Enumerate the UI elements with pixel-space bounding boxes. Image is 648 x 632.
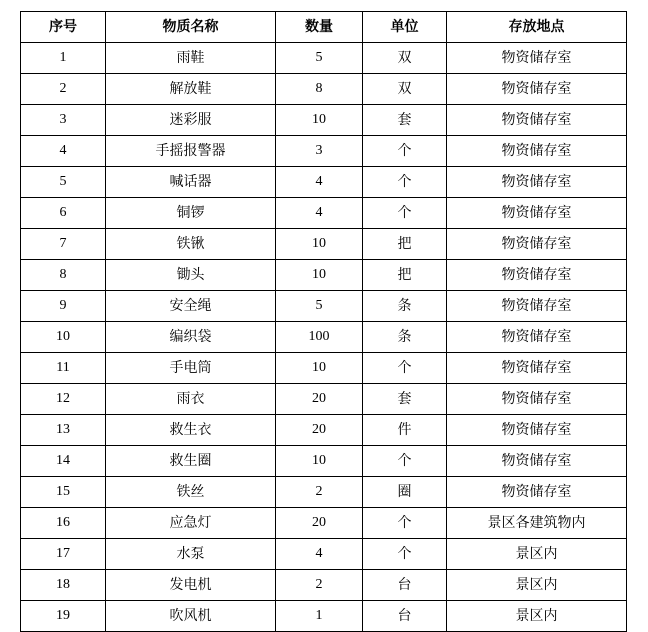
cell-index: 15 xyxy=(21,477,106,508)
cell-location: 物资储存室 xyxy=(447,136,627,167)
table-row xyxy=(21,384,627,415)
cell-location: 物资储存室 xyxy=(447,446,627,477)
table-row xyxy=(21,477,627,508)
cell-unit: 件 xyxy=(363,415,447,446)
cell-item-name: 手摇报警器 xyxy=(106,136,276,167)
cell-unit: 个 xyxy=(363,446,447,477)
cell-index: 18 xyxy=(21,570,106,601)
table-header-row xyxy=(21,12,627,43)
cell-quantity: 4 xyxy=(276,167,363,198)
cell-item-name: 水泵 xyxy=(106,539,276,570)
cell-unit: 条 xyxy=(363,291,447,322)
table-row xyxy=(21,353,627,384)
cell-item-name: 喊话器 xyxy=(106,167,276,198)
table-row xyxy=(21,105,627,136)
cell-unit: 个 xyxy=(363,167,447,198)
cell-item-name: 救生衣 xyxy=(106,415,276,446)
table-row xyxy=(21,415,627,446)
cell-index: 10 xyxy=(21,322,106,353)
cell-location: 物资储存室 xyxy=(447,322,627,353)
table-row xyxy=(21,136,627,167)
cell-location: 物资储存室 xyxy=(447,384,627,415)
table-row xyxy=(21,322,627,353)
cell-index: 17 xyxy=(21,539,106,570)
cell-item-name: 安全绳 xyxy=(106,291,276,322)
cell-quantity: 20 xyxy=(276,508,363,539)
header-index: 序号 xyxy=(21,12,106,43)
cell-index: 7 xyxy=(21,229,106,260)
cell-unit: 套 xyxy=(363,384,447,415)
table-row xyxy=(21,167,627,198)
cell-location: 景区内 xyxy=(447,601,627,632)
cell-location: 物资储存室 xyxy=(447,291,627,322)
cell-index: 13 xyxy=(21,415,106,446)
cell-unit: 台 xyxy=(363,601,447,632)
cell-unit: 个 xyxy=(363,539,447,570)
cell-item-name: 解放鞋 xyxy=(106,74,276,105)
cell-unit: 把 xyxy=(363,229,447,260)
cell-index: 12 xyxy=(21,384,106,415)
cell-quantity: 100 xyxy=(276,322,363,353)
table-row xyxy=(21,198,627,229)
table-row xyxy=(21,508,627,539)
cell-quantity: 1 xyxy=(276,601,363,632)
cell-quantity: 4 xyxy=(276,198,363,229)
cell-index: 2 xyxy=(21,74,106,105)
cell-quantity: 20 xyxy=(276,415,363,446)
table-row xyxy=(21,74,627,105)
cell-index: 5 xyxy=(21,167,106,198)
cell-quantity: 10 xyxy=(276,353,363,384)
cell-quantity: 8 xyxy=(276,74,363,105)
cell-item-name: 铁丝 xyxy=(106,477,276,508)
cell-location: 物资储存室 xyxy=(447,229,627,260)
cell-unit: 双 xyxy=(363,43,447,74)
cell-location: 景区内 xyxy=(447,570,627,601)
table-row xyxy=(21,539,627,570)
cell-index: 6 xyxy=(21,198,106,229)
cell-item-name: 应急灯 xyxy=(106,508,276,539)
cell-index: 16 xyxy=(21,508,106,539)
cell-item-name: 迷彩服 xyxy=(106,105,276,136)
cell-location: 物资储存室 xyxy=(447,43,627,74)
cell-item-name: 铁锹 xyxy=(106,229,276,260)
cell-quantity: 10 xyxy=(276,260,363,291)
cell-unit: 个 xyxy=(363,508,447,539)
cell-item-name: 雨鞋 xyxy=(106,43,276,74)
cell-location: 物资储存室 xyxy=(447,353,627,384)
cell-unit: 双 xyxy=(363,74,447,105)
cell-location: 物资储存室 xyxy=(447,74,627,105)
header-item-name: 物质名称 xyxy=(106,12,276,43)
table-row xyxy=(21,229,627,260)
cell-index: 9 xyxy=(21,291,106,322)
cell-quantity: 10 xyxy=(276,229,363,260)
cell-index: 19 xyxy=(21,601,106,632)
cell-quantity: 5 xyxy=(276,291,363,322)
cell-unit: 圈 xyxy=(363,477,447,508)
header-unit: 单位 xyxy=(363,12,447,43)
cell-item-name: 吹风机 xyxy=(106,601,276,632)
table-row xyxy=(21,260,627,291)
cell-location: 物资储存室 xyxy=(447,415,627,446)
cell-quantity: 2 xyxy=(276,477,363,508)
cell-unit: 个 xyxy=(363,136,447,167)
table-row xyxy=(21,291,627,322)
cell-quantity: 4 xyxy=(276,539,363,570)
cell-unit: 把 xyxy=(363,260,447,291)
cell-unit: 台 xyxy=(363,570,447,601)
cell-index: 3 xyxy=(21,105,106,136)
supplies-table xyxy=(20,11,627,632)
cell-item-name: 铜锣 xyxy=(106,198,276,229)
cell-index: 4 xyxy=(21,136,106,167)
cell-quantity: 10 xyxy=(276,105,363,136)
cell-item-name: 锄头 xyxy=(106,260,276,291)
cell-location: 景区各建筑物内 xyxy=(447,508,627,539)
cell-quantity: 20 xyxy=(276,384,363,415)
cell-index: 8 xyxy=(21,260,106,291)
cell-location: 物资储存室 xyxy=(447,260,627,291)
cell-item-name: 发电机 xyxy=(106,570,276,601)
table-row xyxy=(21,570,627,601)
cell-unit: 套 xyxy=(363,105,447,136)
cell-location: 物资储存室 xyxy=(447,105,627,136)
cell-index: 1 xyxy=(21,43,106,74)
cell-unit: 个 xyxy=(363,353,447,384)
cell-quantity: 3 xyxy=(276,136,363,167)
cell-quantity: 5 xyxy=(276,43,363,74)
table-row xyxy=(21,43,627,74)
cell-quantity: 10 xyxy=(276,446,363,477)
cell-location: 物资储存室 xyxy=(447,198,627,229)
cell-location: 物资储存室 xyxy=(447,477,627,508)
cell-item-name: 雨衣 xyxy=(106,384,276,415)
cell-quantity: 2 xyxy=(276,570,363,601)
cell-index: 11 xyxy=(21,353,106,384)
cell-unit: 条 xyxy=(363,322,447,353)
table-row xyxy=(21,446,627,477)
cell-location: 物资储存室 xyxy=(447,167,627,198)
cell-location: 景区内 xyxy=(447,539,627,570)
cell-index: 14 xyxy=(21,446,106,477)
header-quantity: 数量 xyxy=(276,12,363,43)
cell-item-name: 编织袋 xyxy=(106,322,276,353)
cell-item-name: 手电筒 xyxy=(106,353,276,384)
header-location: 存放地点 xyxy=(447,12,627,43)
table-body xyxy=(21,43,627,632)
cell-unit: 个 xyxy=(363,198,447,229)
cell-item-name: 救生圈 xyxy=(106,446,276,477)
